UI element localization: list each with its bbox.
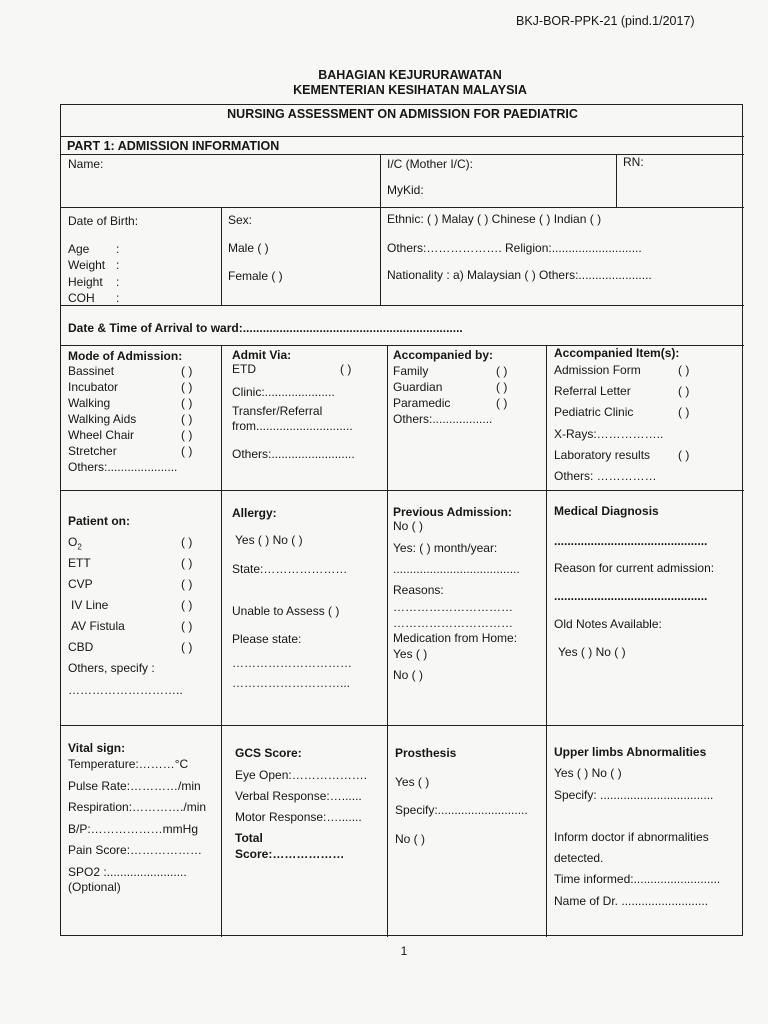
accompanied-item: Paramedic <box>393 396 451 410</box>
coh-label: COH <box>68 291 95 305</box>
checkbox-mark: ( ) <box>181 598 193 612</box>
admit-etd: ETD <box>232 362 256 376</box>
checkbox-mark: ( ) <box>181 444 193 458</box>
checkbox-mark: ( ) <box>181 396 193 410</box>
checkbox-mark: ( ) <box>496 364 508 378</box>
item-pediatric-clinic: Pediatric Clinic <box>554 405 634 419</box>
vital-respiration: Respiration:…………./min <box>68 800 207 814</box>
checkbox-mark: ( ) <box>678 448 690 462</box>
rn-label: RN: <box>623 155 644 169</box>
arrival-datetime: Date & Time of Arrival to ward:.................................................................. <box>68 321 463 335</box>
allergy-unable: Unable to Assess ( ) <box>232 604 340 618</box>
ethnic-options: Ethnic: ( ) Malay ( ) Chinese ( ) Indian ( ) <box>387 212 602 226</box>
allergy-please-state: Please state: <box>232 632 302 646</box>
checkbox-mark: ( ) <box>181 577 193 591</box>
mode-item: Walking Aids <box>68 412 137 426</box>
gcs-eye: Eye Open:………………. <box>235 768 368 782</box>
mode-item: Walking <box>68 396 111 410</box>
checkbox-mark: ( ) <box>181 535 193 549</box>
diagnosis-dots: .............................................. <box>554 534 708 548</box>
patient-on-item: CVP <box>68 577 93 591</box>
checkbox-mark: ( ) <box>678 384 690 398</box>
allergy-state: State:………………… <box>232 562 348 576</box>
age-label: Age <box>68 242 90 256</box>
checkbox-mark: ( ) <box>678 363 690 377</box>
upper-limbs-yes-no: Yes ( ) No ( ) <box>554 766 622 780</box>
upper-limbs-title: Upper limbs Abnormalities <box>554 745 707 759</box>
page-number: 1 <box>400 944 408 958</box>
patient-on-item: ETT <box>68 556 91 570</box>
accompanied-others: Others:.................. <box>393 412 493 426</box>
document-code: BKJ-BOR-PPK-21 (pind.1/2017) <box>516 14 695 28</box>
old-notes: Old Notes Available: <box>554 617 662 631</box>
prev-admission-dots: ………………………… <box>393 600 513 614</box>
items-title: Accompanied Item(s): <box>554 346 680 360</box>
prev-admission-dots: ………………………… <box>393 616 513 630</box>
checkbox-mark: ( ) <box>678 405 690 419</box>
sex-label: Sex: <box>228 213 253 227</box>
form-title: NURSING ASSESSMENT ON ADMISSION FOR PAEDIATRIC <box>227 107 578 121</box>
item-xrays: X-Rays:…………….. <box>554 427 664 441</box>
prosthesis-no: No ( ) <box>395 832 425 846</box>
prosthesis-yes: Yes ( ) <box>395 775 430 789</box>
accompanied-item: Family <box>393 364 429 378</box>
mode-title: Mode of Admission: <box>68 349 183 363</box>
allergy-yes-no: Yes ( ) No ( ) <box>235 533 303 547</box>
vital-pulse: Pulse Rate:…………/min <box>68 779 201 793</box>
item-referral-letter: Referral Letter <box>554 384 631 398</box>
inform-doctor: Inform doctor if abnormalities <box>554 830 709 844</box>
checkbox-mark: ( ) <box>181 364 193 378</box>
checkbox-mark: ( ) <box>496 396 508 410</box>
weight-label: Weight <box>68 258 106 272</box>
diagnosis-dots: .............................................. <box>554 589 708 603</box>
patient-on-item: AV Fistula <box>71 619 125 633</box>
vital-bp: B/P:………………mmHg <box>68 822 199 836</box>
admit-title: Admit Via: <box>232 348 292 362</box>
form-frame <box>60 104 743 936</box>
vital-pain: Pain Score:……………… <box>68 843 203 857</box>
accompanied-item: Guardian <box>393 380 443 394</box>
old-notes-yes-no: Yes ( ) No ( ) <box>558 645 626 659</box>
vital-optional: (Optional) <box>68 880 121 894</box>
colon: : <box>116 291 120 305</box>
mode-item: Wheel Chair <box>68 428 135 442</box>
gcs-verbal: Verbal Response:…...... <box>235 789 362 803</box>
prev-admission-no: No ( ) <box>393 519 423 533</box>
item-lab-results: Laboratory results <box>554 448 651 462</box>
allergy-title: Allergy: <box>232 506 277 520</box>
colon: : <box>116 275 120 289</box>
checkbox-mark: ( ) <box>181 428 193 442</box>
patient-on-item: $O_2$ <box>68 535 82 552</box>
prosthesis-title: Prosthesis <box>395 746 457 760</box>
checkbox-mark: ( ) <box>181 640 193 654</box>
female-option: Female ( ) <box>228 269 283 283</box>
med-from-home: Medication from Home: <box>393 631 518 645</box>
patient-on-title: Patient on: <box>68 514 130 528</box>
others-religion: Others:………………. Religion:........................... <box>387 241 642 255</box>
allergy-dots: ………………………... <box>232 676 351 690</box>
prev-admission-dots: ...................................... <box>393 562 520 576</box>
checkbox-mark: ( ) <box>340 362 352 376</box>
item-admission-form: Admission Form <box>554 363 641 377</box>
patient-on-item: IV Line <box>71 598 109 612</box>
checkbox-mark: ( ) <box>181 380 193 394</box>
gcs-total: Total <box>235 831 263 845</box>
upper-limbs-specify: Specify: .................................. <box>554 788 714 802</box>
checkbox-mark: ( ) <box>181 619 193 633</box>
part1-title: PART 1: ADMISSION INFORMATION <box>67 139 280 153</box>
admit-clinic: Clinic:..................... <box>232 385 335 399</box>
doctor-name: Name of Dr. .......................... <box>554 894 709 908</box>
gcs-title: GCS Score: <box>235 746 302 760</box>
mode-item: Stretcher <box>68 444 117 458</box>
mode-others: Others:..................... <box>68 460 178 474</box>
patient-on-dots: ……………………….. <box>68 683 183 697</box>
dob-label: Date of Birth: <box>68 214 139 228</box>
height-label: Height <box>68 275 103 289</box>
gcs-motor: Motor Response:…....... <box>235 810 362 824</box>
gcs-score: Score:……………… <box>235 847 345 861</box>
admit-others: Others:......................... <box>232 447 355 461</box>
item-others: Others: …………… <box>554 469 657 483</box>
admit-transfer: Transfer/Referral <box>232 404 323 418</box>
time-informed: Time informed:.......................... <box>554 872 721 886</box>
patient-on-others: Others, specify : <box>68 661 155 675</box>
vital-title: Vital sign: <box>68 741 126 755</box>
prev-admission-title: Previous Admission: <box>393 505 512 519</box>
inform-doctor-detected: detected. <box>554 851 604 865</box>
nationality: Nationality : a) Malaysian ( ) Others:...................... <box>387 268 652 282</box>
mode-item: Bassinet <box>68 364 115 378</box>
med-from-home-no: No ( ) <box>393 668 423 682</box>
org-name-line1: BAHAGIAN KEJURURAWATAN <box>318 68 502 82</box>
colon: : <box>116 258 120 272</box>
prosthesis-specify: Specify:........................... <box>395 803 528 817</box>
patient-on-item: CBD <box>68 640 94 654</box>
org-name-line2: KEMENTERIAN KESIHATAN MALAYSIA <box>293 83 527 97</box>
checkbox-mark: ( ) <box>181 412 193 426</box>
vital-temperature: Temperature:………°C <box>68 757 189 771</box>
name-label: Name: <box>68 157 104 171</box>
mode-item: Incubator <box>68 380 119 394</box>
admit-transfer-from: from............................. <box>232 419 353 433</box>
mykid-label: MyKid: <box>387 183 424 197</box>
prev-admission-reasons: Reasons: <box>393 583 444 597</box>
checkbox-mark: ( ) <box>496 380 508 394</box>
diagnosis-reason: Reason for current admission: <box>554 561 715 575</box>
vital-spo2: SPO2 :........................ <box>68 865 187 879</box>
allergy-dots: ………………………… <box>232 656 352 670</box>
colon: : <box>116 242 120 256</box>
ic-label: I/C (Mother I/C): <box>387 157 474 171</box>
med-from-home-yes: Yes ( ) <box>393 647 428 661</box>
accompanied-title: Accompanied by: <box>393 348 494 362</box>
prev-admission-yes: Yes: ( ) month/year: <box>393 541 498 555</box>
checkbox-mark: ( ) <box>181 556 193 570</box>
diagnosis-title: Medical Diagnosis <box>554 504 659 518</box>
male-option: Male ( ) <box>228 241 269 255</box>
